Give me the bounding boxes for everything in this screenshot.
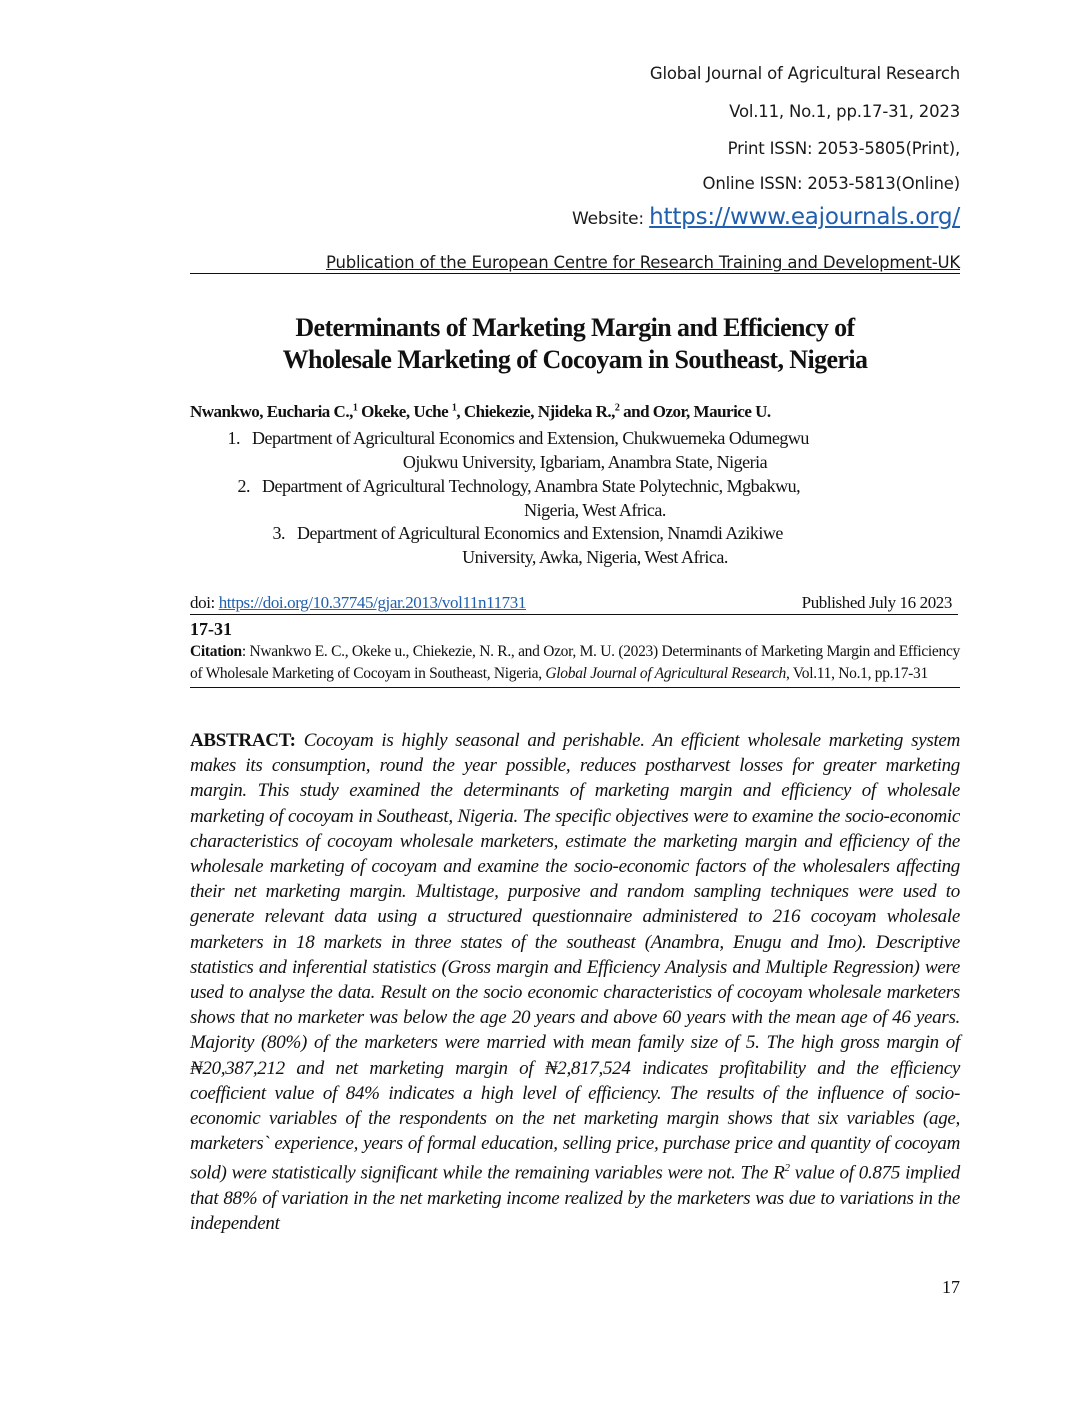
author-list (190, 402, 970, 422)
doi-label: doi: (190, 593, 219, 612)
affiliation-text-cont: University, Awka, Nigeria, West Africa. (462, 547, 728, 567)
affiliation-number: 3. (272, 523, 285, 543)
abstract-text-cont: value of 0.875 implied that 88% of variation in the net marketing income realized by the marketers was due to variations in the independent (190, 1162, 961, 1235)
affiliation-number: 2. (237, 476, 250, 496)
print-issn: Print ISSN: 2053-5805(Print), (727, 139, 960, 158)
website-line (572, 204, 960, 230)
author-1-affil: 1 (352, 402, 358, 414)
citation (190, 641, 960, 688)
affiliation-text-cont: Nigeria, West Africa. (524, 500, 666, 520)
abstract-label: ABSTRACT: (190, 730, 296, 751)
journal-name: Global Journal of Agricultural Research (649, 64, 960, 83)
author-1: Nwankwo, Eucharia C., (190, 402, 353, 421)
author-2-affil: 1 (451, 402, 457, 414)
volume-info: Vol.11, No.1, pp.17-31, 2023 (729, 102, 960, 121)
affiliation-text: Department of Agricultural Economics and Extension, Nnamdi Azikiwe (297, 523, 783, 543)
author-3-affil: 2 (614, 402, 620, 414)
publisher-line (190, 253, 960, 274)
affiliation-1 (200, 426, 970, 474)
website-label: Website: (572, 209, 650, 229)
r-squared-superscript: 2 (784, 1162, 790, 1175)
affiliation-text: Department of Agricultural Technology, Anambra State Polytechnic, Mgbakwu, (262, 476, 801, 496)
affiliation-text: Department of Agricultural Economics and Extension, Chukwuemeka Odumegwu (252, 428, 809, 448)
citation-label: Citation (190, 643, 242, 660)
page-range: 17-31 (190, 619, 232, 639)
author-4: and Ozor, Maurice U. (619, 402, 771, 421)
publisher-name: Publication of the European Centre for Research Training and Development-UK (326, 253, 960, 272)
website-link[interactable]: https://www.eajournals.org/ (649, 204, 960, 230)
affiliation-text-cont: Ojukwu University, Igbariam, Anambra State, Nigeria (402, 452, 768, 472)
author-2: Okeke, Uche (357, 402, 452, 421)
title-line-2: Wholesale Marketing of Cocoyam in Southeast, Nigeria (282, 345, 868, 374)
title-line-1: Determinants of Marketing Margin and Efficiency of (295, 313, 855, 342)
published-date: Published July 16 2023 (801, 593, 952, 612)
article-title (180, 312, 970, 376)
page-number: 17 (942, 1277, 960, 1297)
affiliation-2 (210, 474, 980, 522)
citation-journal: Global Journal of Agricultural Research (545, 665, 786, 682)
online-issn: Online ISSN: 2053-5813(Online) (702, 174, 960, 193)
author-3: , Chiekezie, Njideka R., (456, 402, 615, 421)
doi-line (190, 593, 958, 615)
affiliation-3 (245, 521, 945, 569)
affiliation-number: 1. (227, 428, 240, 448)
abstract-text: Cocoyam is highly seasonal and perishable. An efficient wholesale marketing system makes its consumption, round the year possible, reduces postharvest losses for greater marketing margin. This study examined the determinants of marketing margin and efficiency of wholesale marketing of cocoyam in Southeast, Nigeria. The specific objectives were to examine the socio-economic characteristics of cocoyam wholesale marketers, estimate the marketing margin and efficiency of the wholesale marketing of cocoyam and examine the socio-economic factors of the wholesalers affecting their net marketing margin. Multistage, purposive and random sampling techniques were used to generate relevant data using a structured questionnaire administered to 216 cocoyam wholesale marketers in 18 markets in three states of the southeast (Anambra, Enugu and Imo). Descriptive statistics and inferential statistics (Gross margin and Efficiency Analysis and Multiple Regression) were used to analyse the data. Result on the socio economic characteristics of cocoyam wholesale marketers shows that no marketer was below the age 20 years and above 60 years with the mean age of 46 years. Majority (80%) of the marketers were married with mean family size of 5. The high gross margin of ₦20,387,212 and net marketing margin of ₦2,817,524 indicates profitability and the efficiency coefficient value of 84% indicates a high level of efficiency. The results of the influence of socio-economic variables of the respondents on the net marketing margin shows that six variables (age, marketers` experience, years of formal education, selling price, purchase price and quantity of cocoyam sold) were statistically significant while the remaining variables were not. The R (190, 730, 960, 1184)
abstract (190, 728, 960, 1236)
doi-link[interactable]: https://doi.org/10.37745/gjar.2013/vol11n11731 (218, 593, 526, 612)
citation-text: : Nwankwo E. C., Okeke u., Chiekezie, N. R., and Ozor, M. U. (2023) Determinants of Marketing Margin and Efficiency of Wholesale Marketing of Cocoyam in Southeast, Nigeria, (190, 643, 960, 682)
citation-volume: , Vol.11, No.1, pp.17-31 (785, 665, 928, 682)
